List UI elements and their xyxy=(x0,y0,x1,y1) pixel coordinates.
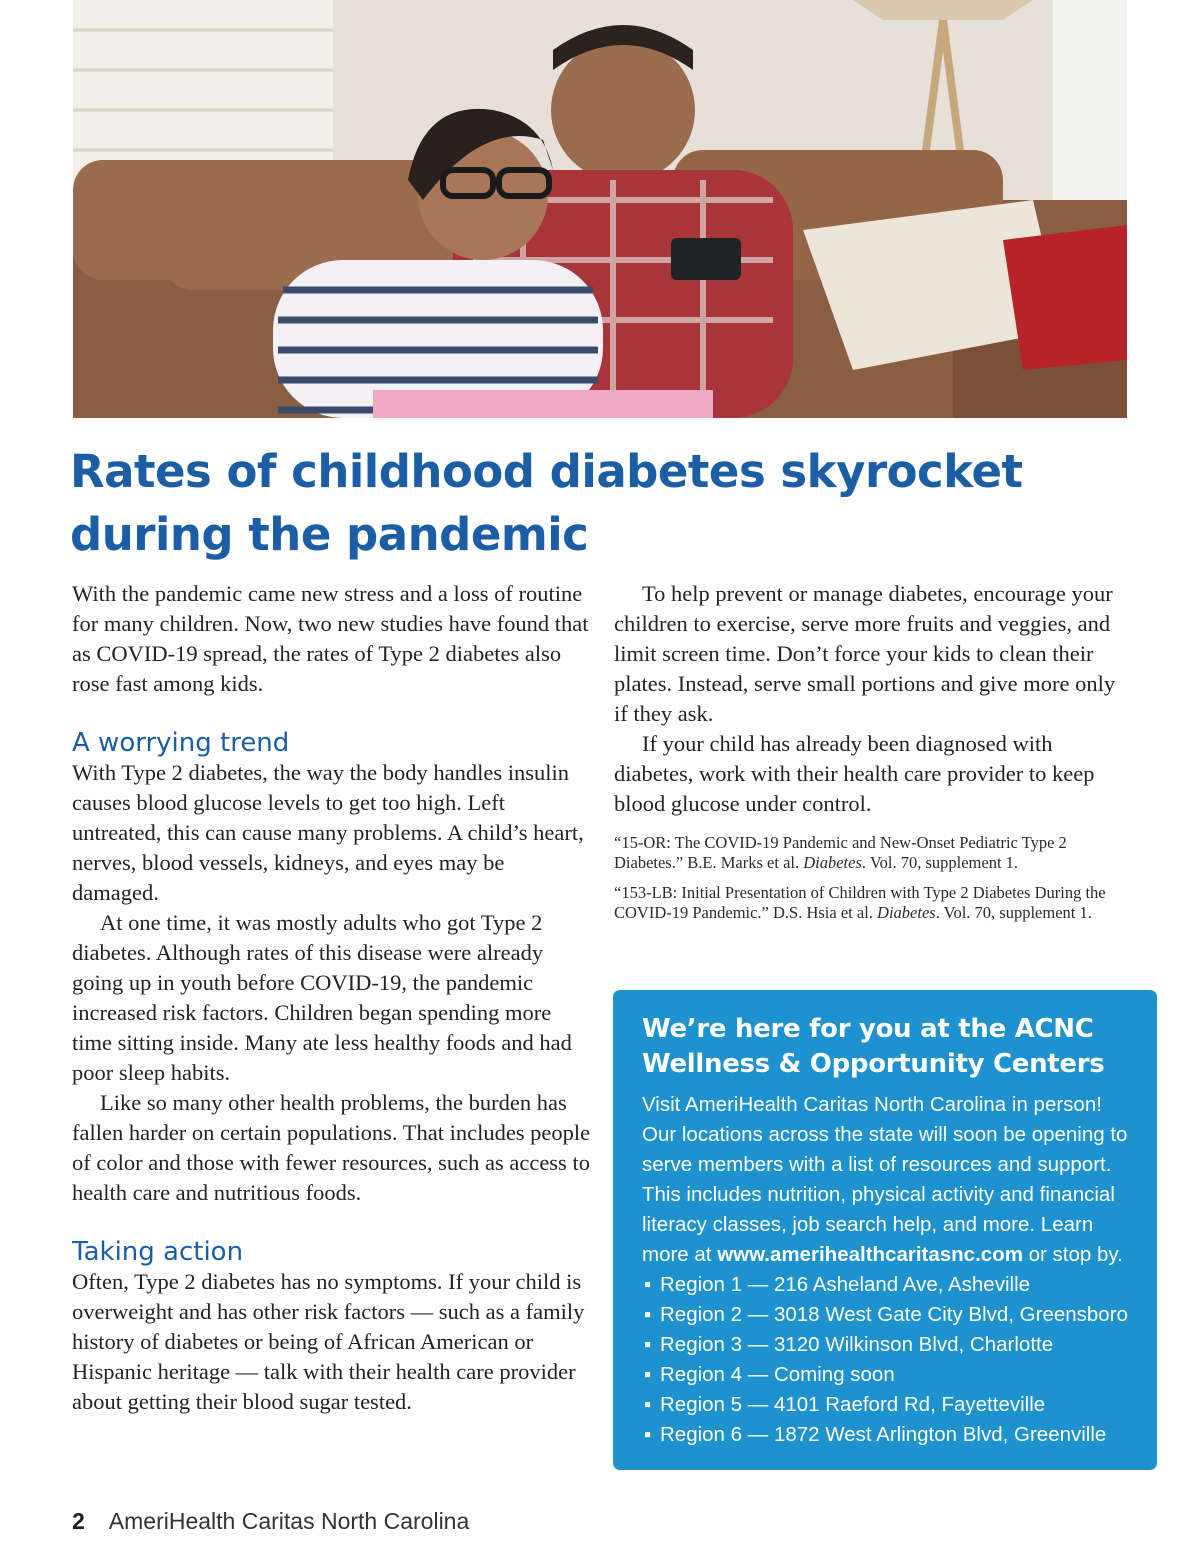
intro-paragraph: With the pandemic came new stress and a loss of routine for many children. Now, two new studies have found that as COVID-19 spread, the rates of Type 2 diabetes also rose fast among kids. xyxy=(72,581,589,696)
hero-photo xyxy=(73,0,1127,418)
action-paragraph-3: If your child has already been diagnosed with diabetes, work with their health care provider to keep blood glucose under control. xyxy=(614,731,1095,816)
bullet-icon: ▪ xyxy=(644,1423,652,1446)
list-item xyxy=(642,1360,1137,1390)
publication-name: AmeriHealth Caritas North Carolina xyxy=(108,1508,470,1534)
father-daughter-illustration xyxy=(73,0,1127,418)
references xyxy=(614,833,1134,923)
reference-text: “15-OR: The COVID-19 Pandemic and New-Onset Pediatric Type 2 Diabetes.” B.E. Marks et al. xyxy=(614,833,1067,872)
bullet-icon: ▪ xyxy=(644,1363,652,1386)
reference-volume: . Vol. 70, supplement 1. xyxy=(935,903,1092,922)
section-heading-taking-action: Taking action xyxy=(72,1237,244,1267)
trend-paragraph-3: Like so many other health problems, the burden has fallen harder on certain populations. That includes people of color and those with fewer resources, such as access to health care and nutritious foods. xyxy=(72,1090,591,1205)
wellness-centers-box xyxy=(613,990,1157,1470)
trend-paragraph-2: At one time, it was mostly adults who got Type 2 diabetes. Although rates of this disease were already going up in youth before COVID-19, the pandemic increased risk factors. Children began spending more time sitting inside. Many ate less healthy foods and had poor sleep habits. xyxy=(72,910,572,1085)
section-heading-worrying-trend: A worrying trend xyxy=(72,728,290,758)
reference-1 xyxy=(614,833,1134,873)
reference-journal: Diabetes xyxy=(803,853,862,872)
action-paragraph-2: To help prevent or manage diabetes, encourage your children to exercise, serve more fruits and veggies, and limit screen time. Don’t force your kids to clean their plates. Instead, serve small portions and give more only if they ask. xyxy=(614,581,1116,726)
reference-text: “153-LB: Initial Presentation of Children with Type 2 Diabetes During the COVID-19 Pandemic.” D.S. Hsia et al. xyxy=(614,883,1106,922)
region-text: Region 3 — 3120 Wilkinson Blvd, Charlotte xyxy=(660,1333,1054,1356)
page-footer xyxy=(72,1505,672,1537)
reference-2 xyxy=(614,883,1134,923)
left-column xyxy=(72,579,592,1417)
box-title: We’re here for you at the ACNC Wellness & Opportunity Centers xyxy=(642,1014,1105,1079)
box-text-before: Visit AmeriHealth Caritas North Carolina in person! Our locations across the state will soon be opening to serve members with a list of resources and support. This includes nutrition, physical activity and financial literacy classes, job search help, and more. Learn more at xyxy=(642,1093,1128,1266)
list-item xyxy=(642,1420,1137,1450)
box-description xyxy=(642,1090,1137,1270)
region-text: Region 2 — 3018 West Gate City Blvd, Greensboro xyxy=(660,1303,1128,1326)
box-text-after: or stop by. xyxy=(1022,1243,1123,1266)
region-text: Region 5 — 4101 Raeford Rd, Fayetteville xyxy=(660,1393,1046,1416)
right-column xyxy=(614,579,1134,933)
region-text: Region 4 — Coming soon xyxy=(660,1363,895,1386)
region-text: Region 6 — 1872 West Arlington Blvd, Greenville xyxy=(660,1423,1107,1446)
region-text: Region 1 — 216 Asheland Ave, Asheville xyxy=(660,1273,1031,1296)
list-item xyxy=(642,1270,1137,1300)
list-item xyxy=(642,1330,1137,1360)
bullet-icon: ▪ xyxy=(644,1273,652,1296)
region-list xyxy=(642,1270,1137,1450)
bullet-icon: ▪ xyxy=(644,1303,652,1326)
list-item xyxy=(642,1390,1137,1420)
bullet-icon: ▪ xyxy=(644,1393,652,1416)
article-headline: Rates of childhood diabetes skyrocket during the pandemic xyxy=(70,445,1023,561)
reference-journal: Diabetes xyxy=(877,903,936,922)
reference-volume: . Vol. 70, supplement 1. xyxy=(861,853,1019,872)
website-link[interactable]: www.amerihealthcaritasnc.com xyxy=(717,1243,1023,1266)
trend-paragraph-1: With Type 2 diabetes, the way the body handles insulin causes blood glucose levels to get too high. Left untreated, this can cause many problems. A child’s heart, nerves, blood vessels, kidneys, and eyes may be damaged. xyxy=(72,760,584,905)
list-item xyxy=(642,1300,1137,1330)
action-paragraph-1: Often, Type 2 diabetes has no symptoms. If your child is overweight and has other risk factors — such as a family history of diabetes or being of African American or Hispanic heritage — talk with their health care provider about getting their blood sugar tested. xyxy=(72,1269,585,1414)
page-number: 2 xyxy=(72,1508,85,1534)
bullet-icon: ▪ xyxy=(644,1333,652,1356)
